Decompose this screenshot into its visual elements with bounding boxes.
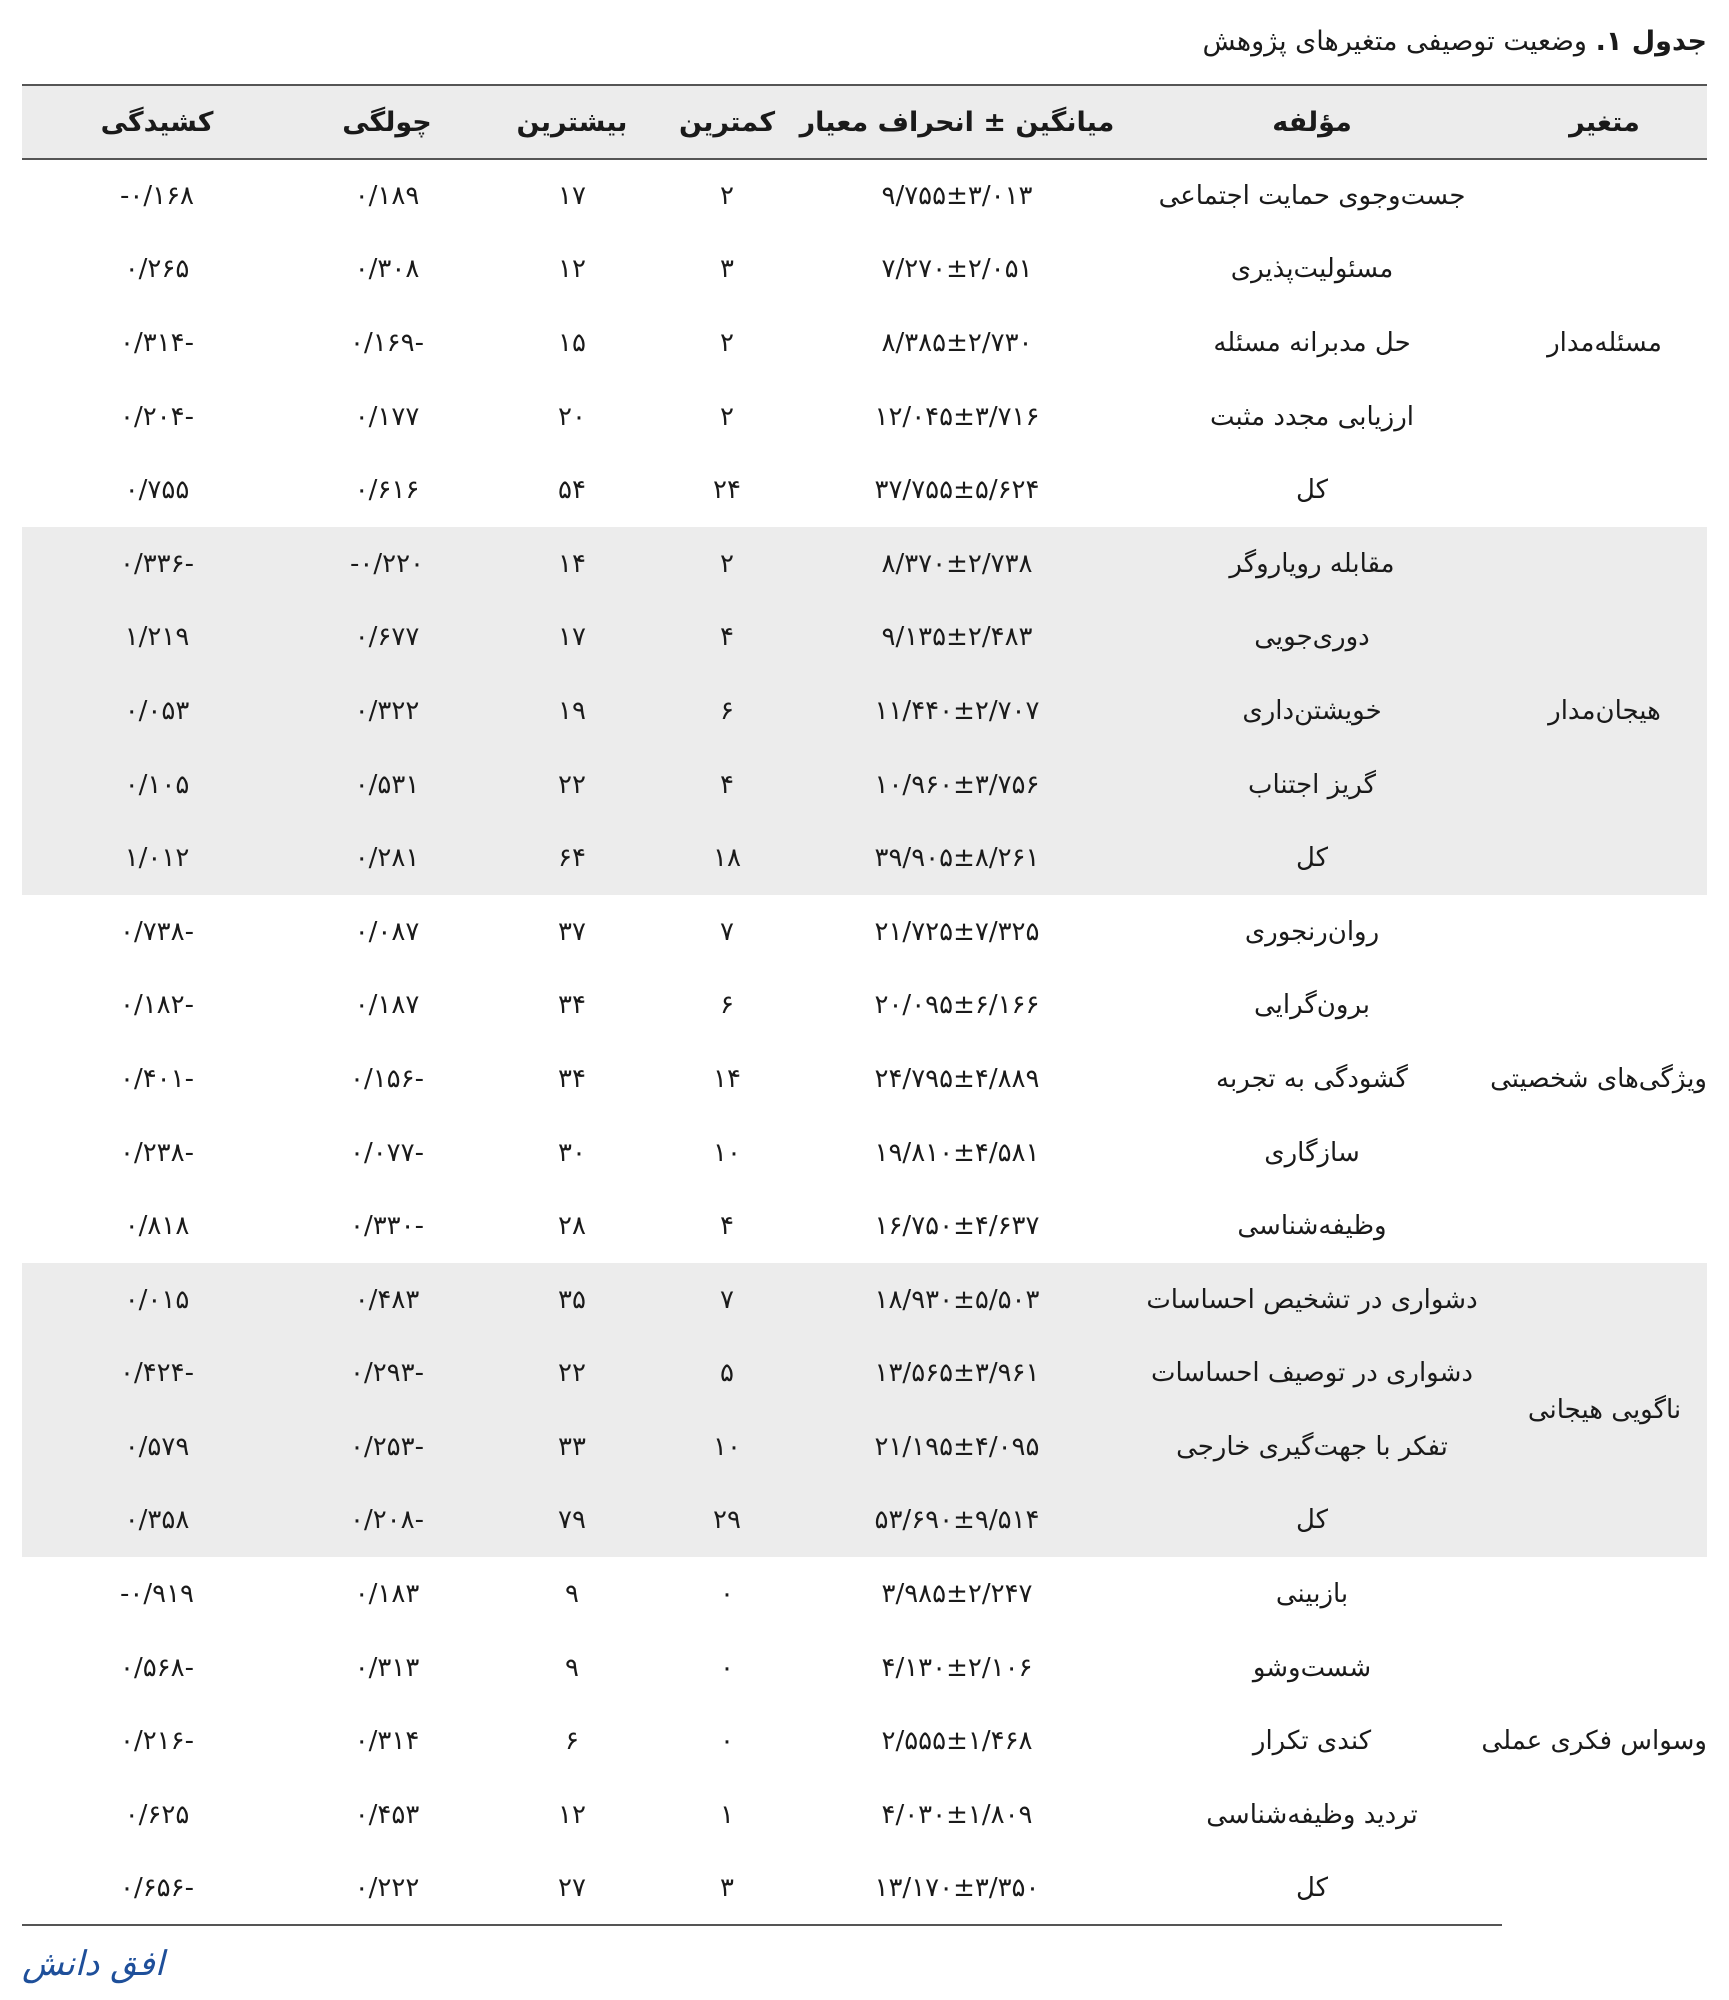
table-row bbox=[22, 821, 1707, 895]
variable-name-cell: وسواس فکری عملی bbox=[1481, 1726, 1707, 1757]
skewness-cell: ۰/۰۸۷ bbox=[354, 916, 420, 947]
component-cell: روان‌رنجوری bbox=[1244, 916, 1380, 947]
mean-sd-cell: ۳/۹۸۵±۲/۲۴۷ bbox=[881, 1579, 1033, 1610]
max-cell: ۹ bbox=[565, 1579, 579, 1610]
mean-sd-cell: ۲۱/۷۲۵±۷/۳۲۵ bbox=[874, 916, 1040, 947]
max-cell: ۶ bbox=[565, 1726, 579, 1757]
variable-name-cell: ویژگی‌های شخصیتی bbox=[1490, 1063, 1707, 1094]
table-row bbox=[22, 969, 1707, 1043]
component-cell: جست‌وجوی حمایت اجتماعی bbox=[1158, 181, 1466, 212]
min-cell: ۰ bbox=[720, 1726, 734, 1757]
min-cell: ۲ bbox=[720, 401, 734, 432]
kurtosis-cell: -۰/۴۰۱ bbox=[119, 1063, 194, 1094]
kurtosis-cell: -۰/۵۶۸ bbox=[119, 1652, 194, 1683]
table-row bbox=[22, 1337, 1707, 1411]
min-cell: ۵ bbox=[720, 1358, 734, 1389]
mean-sd-cell: ۱۶/۷۵۰±۴/۶۳۷ bbox=[874, 1211, 1040, 1242]
min-cell: ۷ bbox=[720, 916, 734, 947]
component-cell: کندی تکرار bbox=[1252, 1726, 1372, 1757]
kurtosis-cell: ۰/۱۶۸- bbox=[119, 181, 194, 212]
skewness-cell: -۰/۰۷۷ bbox=[349, 1137, 424, 1168]
variable-group bbox=[22, 1263, 1707, 1557]
min-cell: ۳ bbox=[662, 1852, 792, 1926]
min-cell: ۲ bbox=[720, 548, 734, 579]
mean-sd-cell: ۲۰/۰۹۵±۶/۱۶۶ bbox=[874, 990, 1040, 1021]
max-cell: ۳۵ bbox=[558, 1284, 586, 1315]
header-max: بیشترین bbox=[482, 85, 662, 159]
mean-sd-cell: ۹/۱۳۵±۲/۴۸۳ bbox=[881, 622, 1033, 653]
component-cell: ارزیابی مجدد مثبت bbox=[1209, 401, 1414, 432]
max-cell: ۱۲ bbox=[558, 254, 586, 285]
skewness-cell: -۰/۲۰۸ bbox=[349, 1505, 424, 1536]
journal-logo: افق دانش bbox=[22, 1944, 165, 1984]
mean-sd-cell: ۸/۳۸۵±۲/۷۳۰ bbox=[881, 327, 1033, 358]
mean-sd-cell: ۳۷/۷۵۵±۵/۶۲۴ bbox=[874, 475, 1040, 506]
component-cell: دشواری در توصیف احساسات bbox=[1151, 1358, 1473, 1389]
component-cell: برون‌گرایی bbox=[1253, 990, 1371, 1021]
kurtosis-cell: -۰/۳۳۶ bbox=[119, 548, 194, 579]
skewness-cell: ۰/۳۱۳ bbox=[354, 1652, 420, 1683]
mean-sd-cell: ۴/۱۳۰±۲/۱۰۶ bbox=[881, 1652, 1033, 1683]
skewness-cell: ۰/۱۷۷ bbox=[354, 401, 420, 432]
min-cell: ۴ bbox=[720, 769, 734, 800]
header-row bbox=[22, 85, 1707, 159]
max-cell: ۲۰ bbox=[558, 401, 586, 432]
component-cell: کل bbox=[1295, 843, 1329, 874]
max-cell: ۲۷ bbox=[482, 1852, 662, 1926]
max-cell: ۱۷ bbox=[558, 181, 586, 212]
table-row bbox=[22, 674, 1707, 748]
max-cell: ۶۴ bbox=[558, 843, 586, 874]
kurtosis-cell: -۰/۳۱۴ bbox=[119, 327, 194, 358]
max-cell: ۲۸ bbox=[558, 1211, 586, 1242]
component-cell: شست‌وشو bbox=[1252, 1652, 1372, 1683]
component-cell: دشواری در تشخیص احساسات bbox=[1146, 1284, 1478, 1315]
header-min: کمترین bbox=[662, 85, 792, 159]
table-row bbox=[22, 453, 1707, 527]
descriptive-stats-table bbox=[22, 84, 1707, 1926]
table-row bbox=[22, 1189, 1707, 1263]
skewness-cell: ۰/۳۲۲ bbox=[354, 695, 420, 726]
kurtosis-cell: ۰/۹۱۹- bbox=[119, 1579, 194, 1610]
max-cell: ۱۹ bbox=[558, 695, 586, 726]
component-cell: کل bbox=[1295, 475, 1329, 506]
table-row bbox=[22, 1704, 1707, 1778]
mean-sd-cell: ۱۹/۸۱۰±۴/۵۸۱ bbox=[874, 1137, 1040, 1168]
table-row bbox=[22, 1778, 1707, 1852]
kurtosis-cell: ۰/۸۱۸ bbox=[124, 1211, 190, 1242]
kurtosis-cell: ۱/۲۱۹ bbox=[124, 622, 190, 653]
header-skewness: چولگی bbox=[292, 85, 482, 159]
header-kurtosis: کشیدگی bbox=[22, 85, 292, 159]
table-row bbox=[22, 1042, 1707, 1116]
variable-name-cell: ناگویی هیجانی bbox=[1527, 1395, 1682, 1426]
mean-sd-cell: ۱۱/۴۴۰±۲/۷۰۷ bbox=[874, 695, 1040, 726]
variable-name-cell: مسئله‌مدار bbox=[1547, 328, 1662, 359]
table-row bbox=[22, 1263, 1707, 1337]
table-caption-text: وضعیت توصیفی متغیرهای پژوهش bbox=[1202, 26, 1587, 57]
table-row bbox=[22, 1116, 1707, 1190]
max-cell: ۳۳ bbox=[558, 1431, 586, 1462]
table-caption bbox=[22, 20, 1707, 64]
min-cell: ۲ bbox=[720, 181, 734, 212]
table-row bbox=[22, 527, 1707, 601]
header-variable: متغیر bbox=[1502, 85, 1707, 159]
mean-sd-cell: ۱۲/۰۴۵±۳/۷۱۶ bbox=[874, 401, 1040, 432]
mean-sd-cell: ۱۳/۱۷۰±۳/۳۵۰ bbox=[792, 1852, 1122, 1926]
component-cell: مقابله رویاروگر bbox=[1229, 548, 1395, 579]
min-cell: ۴ bbox=[720, 1211, 734, 1242]
component-cell: بازبینی bbox=[1275, 1579, 1349, 1610]
variable-name-cell: هیجان‌مدار bbox=[1548, 695, 1661, 726]
min-cell: ۰ bbox=[720, 1579, 734, 1610]
mean-sd-cell: ۳۹/۹۰۵±۸/۲۶۱ bbox=[874, 843, 1040, 874]
table-row bbox=[22, 1410, 1707, 1484]
component-cell: خویشتن‌داری bbox=[1242, 695, 1382, 726]
table-row bbox=[22, 159, 1707, 233]
component-cell: مسئولیت‌پذیری bbox=[1230, 254, 1394, 285]
min-cell: ۶ bbox=[720, 990, 734, 1021]
skewness-cell: -۰/۲۹۳ bbox=[349, 1358, 424, 1389]
kurtosis-cell: -۰/۱۸۲ bbox=[119, 990, 194, 1021]
min-cell: ۷ bbox=[720, 1284, 734, 1315]
mean-sd-cell: ۲/۵۵۵±۱/۴۶۸ bbox=[881, 1726, 1033, 1757]
max-cell: ۱۲ bbox=[558, 1799, 586, 1830]
table-row bbox=[22, 380, 1707, 454]
max-cell: ۵۴ bbox=[558, 475, 586, 506]
mean-sd-cell: ۱۸/۹۳۰±۵/۵۰۳ bbox=[874, 1284, 1040, 1315]
kurtosis-cell: ۰/۰۱۵ bbox=[124, 1284, 190, 1315]
kurtosis-cell: ۰/۰۵۳ bbox=[124, 695, 190, 726]
max-cell: ۱۷ bbox=[558, 622, 586, 653]
mean-sd-cell: ۵۳/۶۹۰±۹/۵۱۴ bbox=[874, 1505, 1040, 1536]
skewness-cell: ۰/۳۱۴ bbox=[354, 1726, 420, 1757]
mean-sd-cell: ۲۱/۱۹۵±۴/۰۹۵ bbox=[874, 1431, 1040, 1462]
kurtosis-cell: ۰/۵۷۹ bbox=[124, 1431, 190, 1462]
skewness-cell: -۰/۳۳۰ bbox=[349, 1211, 424, 1242]
component-cell: دوری‌جویی bbox=[1254, 622, 1370, 653]
kurtosis-cell: -۰/۲۰۴ bbox=[119, 401, 194, 432]
component-cell: وظیفه‌شناسی bbox=[1237, 1211, 1387, 1242]
min-cell: ۱۴ bbox=[713, 1063, 741, 1094]
kurtosis-cell: -۰/۷۳۸ bbox=[119, 916, 194, 947]
table-row bbox=[22, 1557, 1707, 1631]
header-mean-sd: میانگین ± انحراف معیار bbox=[792, 85, 1122, 159]
skewness-cell: ۰/۴۵۳ bbox=[354, 1799, 420, 1830]
kurtosis-cell: ۰/۶۲۵ bbox=[124, 1799, 190, 1830]
skewness-cell: ۰/۵۳۱ bbox=[354, 769, 420, 800]
min-cell: ۱۰ bbox=[713, 1431, 741, 1462]
min-cell: ۲ bbox=[720, 327, 734, 358]
skewness-cell: ۰/۱۸۳ bbox=[354, 1579, 420, 1610]
kurtosis-cell: -۰/۶۵۶ bbox=[22, 1852, 292, 1926]
skewness-cell: ۰/۲۲۰- bbox=[349, 548, 424, 579]
kurtosis-cell: ۰/۷۵۵ bbox=[124, 475, 190, 506]
min-cell: ۲۴ bbox=[713, 475, 741, 506]
max-cell: ۱۵ bbox=[558, 327, 586, 358]
table-row bbox=[22, 601, 1707, 675]
min-cell: ۱۸ bbox=[713, 843, 741, 874]
table-header bbox=[22, 85, 1707, 159]
skewness-cell: -۰/۲۵۳ bbox=[349, 1431, 424, 1462]
min-cell: ۶ bbox=[720, 695, 734, 726]
max-cell: ۲۲ bbox=[558, 769, 586, 800]
table-row bbox=[22, 895, 1707, 969]
table-row bbox=[22, 1484, 1707, 1558]
mean-sd-cell: ۸/۳۷۰±۲/۷۳۸ bbox=[881, 548, 1033, 579]
variable-group bbox=[22, 1557, 1707, 1925]
kurtosis-cell: -۰/۲۳۸ bbox=[119, 1137, 194, 1168]
mean-sd-cell: ۷/۲۷۰±۲/۰۵۱ bbox=[881, 254, 1033, 285]
kurtosis-cell: -۰/۲۱۶ bbox=[119, 1726, 194, 1757]
max-cell: ۳۷ bbox=[558, 916, 586, 947]
max-cell: ۲۲ bbox=[558, 1358, 586, 1389]
max-cell: ۳۴ bbox=[558, 1063, 586, 1094]
mean-sd-cell: ۱۰/۹۶۰±۳/۷۵۶ bbox=[874, 769, 1040, 800]
min-cell: ۳ bbox=[720, 254, 734, 285]
variable-group bbox=[22, 159, 1707, 527]
variable-group bbox=[22, 895, 1707, 1263]
component-cell: کل bbox=[1295, 1505, 1329, 1536]
component-cell: گشودگی به تجربه bbox=[1216, 1063, 1408, 1094]
component-cell: سازگاری bbox=[1264, 1137, 1360, 1168]
skewness-cell: -۰/۱۵۶ bbox=[349, 1063, 424, 1094]
table-caption-label: جدول ۱. bbox=[1595, 26, 1707, 57]
component-cell: گریز اجتناب bbox=[1248, 769, 1376, 800]
skewness-cell: ۰/۲۸۱ bbox=[354, 843, 420, 874]
mean-sd-cell: ۹/۷۵۵±۳/۰۱۳ bbox=[881, 181, 1033, 212]
max-cell: ۳۰ bbox=[558, 1137, 586, 1168]
table-row bbox=[22, 233, 1707, 307]
min-cell: ۰ bbox=[720, 1652, 734, 1683]
min-cell: ۲۹ bbox=[713, 1505, 741, 1536]
table-row bbox=[22, 1631, 1707, 1705]
mean-sd-cell: ۴/۰۳۰±۱/۸۰۹ bbox=[881, 1799, 1033, 1830]
skewness-cell: ۰/۲۲۲ bbox=[292, 1852, 482, 1926]
kurtosis-cell: ۰/۱۰۵ bbox=[124, 769, 190, 800]
table-row bbox=[22, 1852, 1707, 1926]
header-component: مؤلفه bbox=[1122, 85, 1502, 159]
component-cell: حل مدبرانه مسئله bbox=[1213, 327, 1411, 358]
skewness-cell: ۰/۱۸۷ bbox=[354, 990, 420, 1021]
table-row bbox=[22, 748, 1707, 822]
mean-sd-cell: ۲۴/۷۹۵±۴/۸۸۹ bbox=[874, 1063, 1040, 1094]
skewness-cell: ۰/۶۷۷ bbox=[354, 622, 420, 653]
kurtosis-cell: -۰/۴۲۴ bbox=[119, 1358, 194, 1389]
kurtosis-cell: ۱/۰۱۲ bbox=[124, 843, 190, 874]
skewness-cell: ۰/۱۸۹ bbox=[354, 181, 420, 212]
min-cell: ۴ bbox=[720, 622, 734, 653]
skewness-cell: -۰/۱۶۹ bbox=[349, 327, 424, 358]
skewness-cell: ۰/۳۰۸ bbox=[354, 254, 420, 285]
min-cell: ۱۰ bbox=[713, 1137, 741, 1168]
max-cell: ۹ bbox=[565, 1652, 579, 1683]
kurtosis-cell: ۰/۳۵۸ bbox=[124, 1505, 190, 1536]
table-row bbox=[22, 306, 1707, 380]
component-cell: کل bbox=[1122, 1852, 1502, 1926]
variable-group bbox=[22, 527, 1707, 895]
max-cell: ۷۹ bbox=[558, 1505, 586, 1536]
mean-sd-cell: ۱۳/۵۶۵±۳/۹۶۱ bbox=[874, 1358, 1040, 1389]
min-cell: ۱ bbox=[720, 1799, 734, 1830]
kurtosis-cell: ۰/۲۶۵ bbox=[124, 254, 190, 285]
skewness-cell: ۰/۴۸۳ bbox=[354, 1284, 420, 1315]
skewness-cell: ۰/۶۱۶ bbox=[354, 475, 420, 506]
component-cell: تفکر با جهت‌گیری خارجی bbox=[1176, 1431, 1448, 1462]
component-cell: تردید وظیفه‌شناسی bbox=[1206, 1799, 1418, 1830]
max-cell: ۱۴ bbox=[558, 548, 586, 579]
max-cell: ۳۴ bbox=[558, 990, 586, 1021]
